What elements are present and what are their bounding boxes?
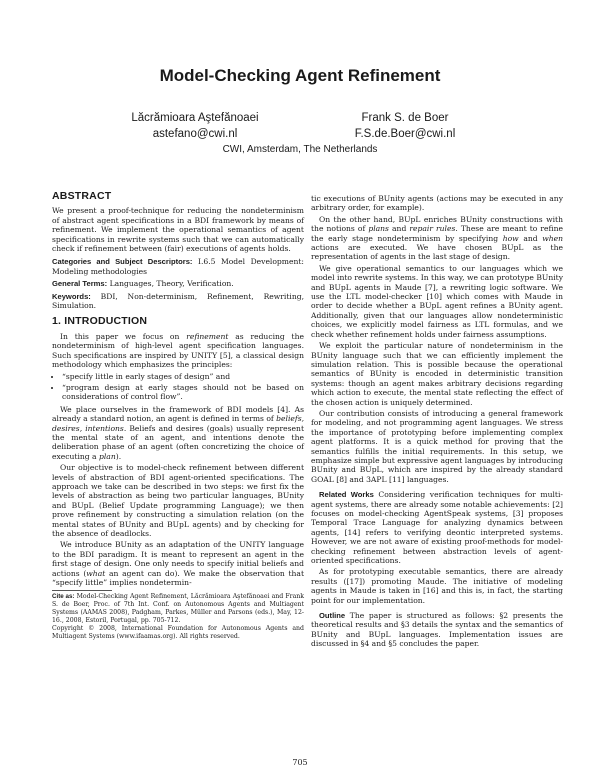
paper-title: Model-Checking Agent Refinement <box>159 66 441 85</box>
outline-label: Outline <box>319 611 346 621</box>
intro-paragraph-1: In this paper we focus on refinement as reducing the nondeterminism of high-level agent specification languages. Such specifications are inspired by UNITY [5], a classical design methodology which emphasizes the principles: <box>52 331 304 370</box>
categories-text: I.6.5 Model Development: Modeling methodologies <box>52 257 304 276</box>
keywords-text: BDI, Non-determinism, Refinement, Rewriting, Simulation. <box>52 291 304 311</box>
right-paragraph-6: As for prototyping executable semantics, there are already results ([17]) promoting Maude. The initiative of modeling agents in Maude is taken in [16] and this is, in fact, the starting point for our implementation. <box>311 567 563 605</box>
citation-label: Cite as: <box>52 593 75 601</box>
related-works-text: Considering verification techniques for multi-agent systems, there are already some notable achievements: [2] focuses on model-checking AgentSpeak systems, [3] proposes Temporal Trace Language for analyzing dynamics between agents, [14] refers to verifying deontic interpreted systems. However, we are not aware of existing proof-methods for model-checking refinement between abstraction levels of agent-oriented specifications. <box>311 490 563 566</box>
author-name-2: Frank S. de Boer <box>361 112 449 124</box>
left-column <box>52 192 304 641</box>
outline-text: The paper is structured as follows: §2 presents the theoretical results and §3 details the syntax and the semantics of BUnity and BUpL languages. Implementation issues are discussed in §4 and §5 concludes the paper. <box>311 611 563 649</box>
right-paragraph-3: We give operational semantics to our languages which we model into rewrite systems. In this way, we can prototype BUnity and BUpL agents in Maude [7], a rewriting logic software. We use the LTL model-checker [10] which comes with Maude in order to decide whether a BUpL agent refines a BUnity agent. Additionally, given that our languages allow nondeterministic choices, we explicitly model fairness as LTL formulas, and we check whether refinement holds under fairness assumptions. <box>311 263 563 339</box>
author-email-1: astefano@cwi.nl <box>152 128 238 140</box>
abstract-text: We present a proof-technique for reducing the nondeterminism of abstract agent specifications in a BDI framework by means of refinement. We implement the operational semantics of agent specifications in rewrite systems such that we can automatically check if refinement between (fair) executions of agents holds. <box>52 206 304 254</box>
author-email-2: F.S.de.Boer@cwi.nl <box>354 128 456 140</box>
right-paragraph-2: On the other hand, BUpL enriches BUnity constructions with the notions of plans and repair rules. These are meant to refine the early stage nondeterminism by specifying how and when actions are executed. We have chosen BUpL as the representation of agents in the last stage of design. <box>311 214 564 262</box>
intro-paragraph-3: Our objective is to model-check refinement between different levels of abstraction of BDI agent-oriented specifications. The approach we take can be described in two steps: we first fix the levels of abstraction as being two particular languages, BUnity and BUpL (Belief Update programming Language); we then prove refinement by constructing a simulation relation (on the mental states of BUnity and BUpL agents) and by checking for the absence of deadlocks. <box>52 463 304 538</box>
author-name-1: Lăcrămioara Aştefănoaei <box>131 112 259 124</box>
author-block-2 <box>305 110 505 142</box>
author-block-1 <box>95 110 295 142</box>
right-column <box>311 194 563 651</box>
list-item: • “program design at early stages should not be based on considerations of control flow”. <box>62 383 304 402</box>
intro-paragraph-4: We introduce BUnity as an adaptation of the UNITY language to the BDI paradigm. It is meant to represent an agent in the first stage of design. One only needs to specify initial beliefs and actions (what an agent can do). We make the observation that “specify little” implies nondetermin- <box>52 540 305 588</box>
list-item: • “specify little in early stages of design” and <box>62 372 304 381</box>
copyright-notice: Copyright © 2008, International Foundation for Autonomous Agents and Multiagent Systems (www.ifaamas.org). All rights reserved. <box>52 625 304 641</box>
related-works <box>311 490 563 565</box>
right-paragraph-5: Our contribution consists of introducing a general framework for modeling, and not programming agent languages. We stress the importance of prototyping before implementing complex agent platforms. It is a quick method for proving that the semantics fulfills the initial requirements. In this setup, we emphasize simple but expressive agent languages by introducing BUnity and BUpL, which are inspired by the already standard GOAL [8] and 3APL [11] languages. <box>311 408 563 484</box>
categories-label: Categories and Subject Descriptors: <box>52 257 193 267</box>
citation-block <box>52 593 304 625</box>
related-works-label: Related Works <box>319 490 374 500</box>
general-terms <box>52 279 304 288</box>
abstract-heading: ABSTRACT <box>52 190 112 202</box>
citation-text: Model-Checking Agent Refinement, Lăcrămioara Aştefănoaei and Frank S. de Boer, Proc. of 7th Int. Conf. on Autonomous Agents and Multiagent Systems (AAMAS 2008), Padgham, Parkes, Müller and Parsons (eds.), May, 12-16., 2008, Estoril, Portugal, pp. 705-712. <box>52 593 305 625</box>
terms-text: Languages, Theory, Verification. <box>109 279 234 289</box>
page-number: 705 <box>292 758 308 767</box>
keywords-label: Keywords: <box>52 291 91 301</box>
principles-list <box>52 372 304 402</box>
outline <box>311 611 563 649</box>
footnote-divider <box>52 590 112 591</box>
affiliation: CWI, Amsterdam, The Netherlands <box>222 144 378 155</box>
intro-paragraph-2: We place ourselves in the framework of BDI models [4]. As already a standard notion, an agent is defined in terms of beliefs, desires, intentions. Beliefs and desires (goals) usually represent the mental state of an agent, and intentions denote the deliberation phase of an agent (often concretizing the choice of executing a plan). <box>52 404 304 461</box>
terms-label: General Terms: <box>52 279 108 289</box>
right-paragraph-4: We exploit the particular nature of nondeterminism in the BUnity language such that we can efficiently implement the simulation relation. This is possible because the operational semantics of BUnity is encoded in deterministic transition systems: though an agent makes arbitrary decisions regarding which action to execute, the mental state reflecting the effect of the chosen action is uniquely determined. <box>311 341 563 407</box>
keywords <box>52 292 304 311</box>
categories <box>52 257 304 276</box>
right-paragraph-1: tic executions of BUnity agents (actions may be executed in any arbitrary order, for example). <box>311 194 563 213</box>
intro-heading: 1. INTRODUCTION <box>52 315 148 328</box>
